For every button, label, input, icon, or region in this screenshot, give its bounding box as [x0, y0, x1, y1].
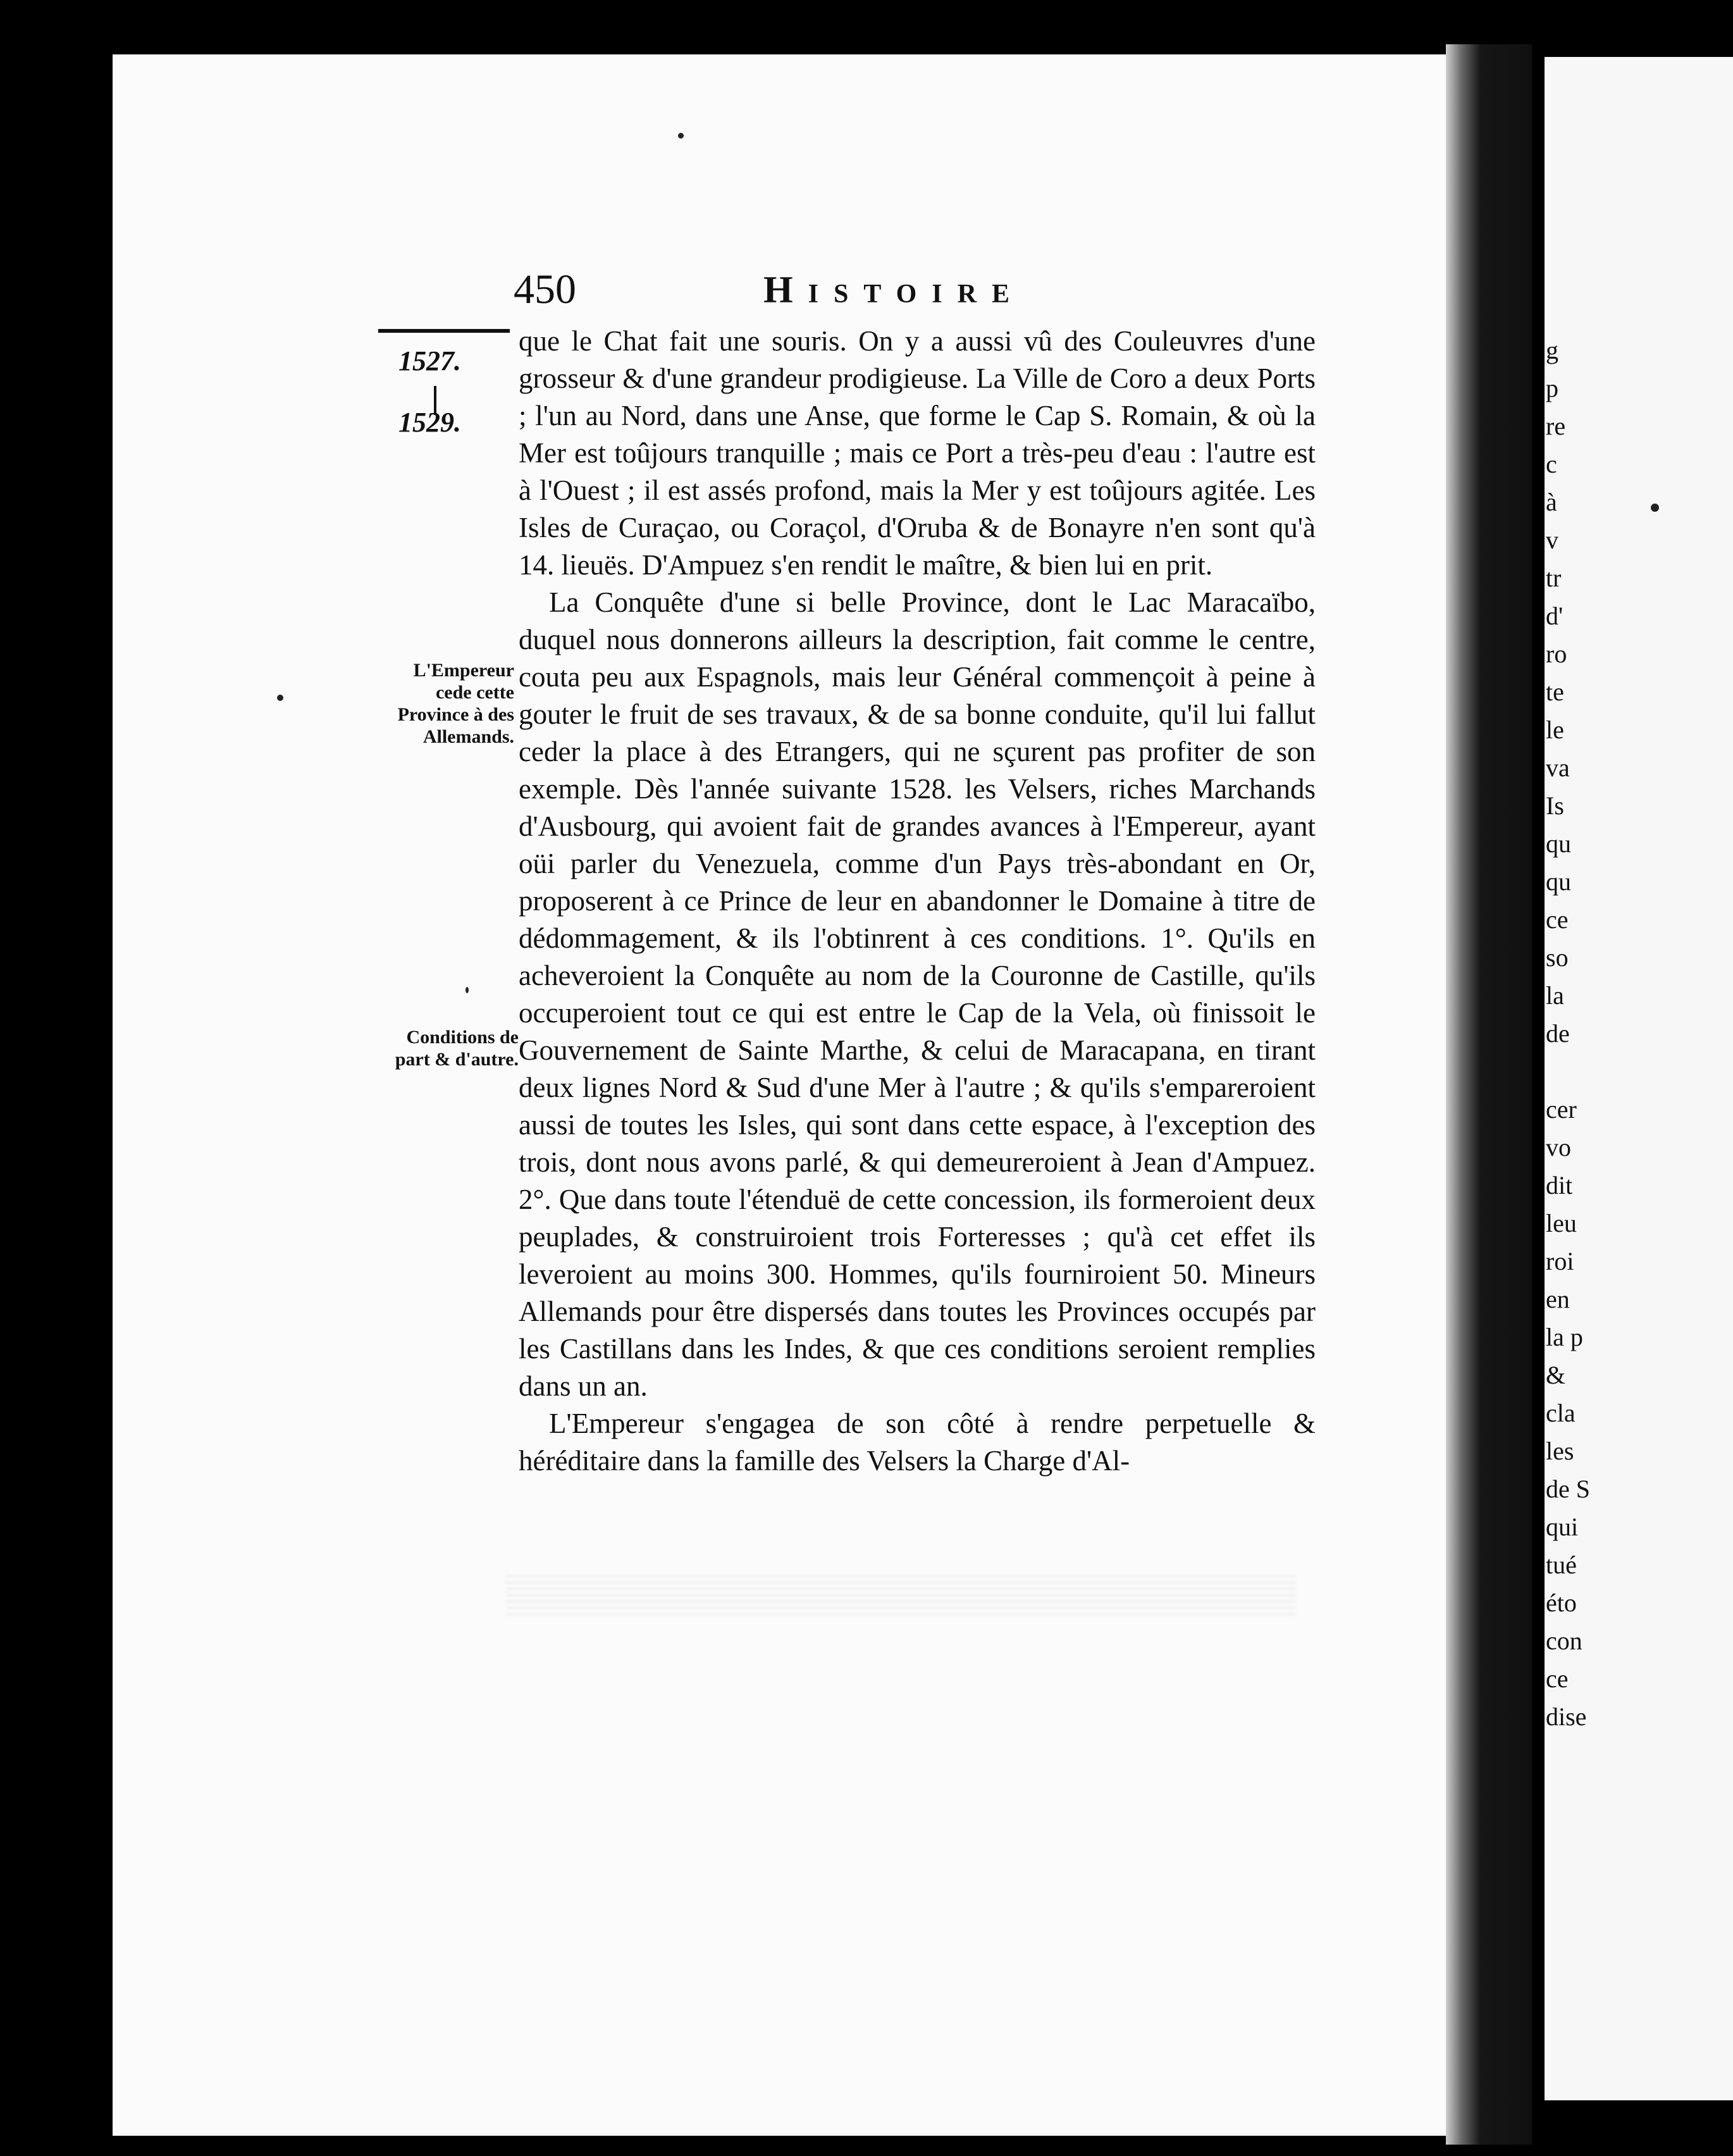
- facing-fragment: éto: [1546, 1589, 1577, 1617]
- facing-fragment: la p: [1546, 1323, 1583, 1351]
- facing-fragment: Is: [1546, 791, 1564, 820]
- facing-fragment: tr: [1546, 564, 1562, 592]
- facing-fragment: ro: [1546, 640, 1567, 668]
- body-text: [519, 323, 1316, 1480]
- facing-fragment: vo: [1546, 1133, 1571, 1162]
- ink-speck: [277, 695, 283, 701]
- facing-fragment: dit: [1546, 1171, 1573, 1199]
- year-end: 1529.: [398, 407, 461, 438]
- facing-fragment: c: [1546, 450, 1557, 478]
- facing-fragment: tué: [1546, 1551, 1577, 1579]
- facing-fragment: va: [1546, 753, 1570, 782]
- facing-fragment: de: [1546, 1019, 1570, 1048]
- facing-fragment: dise: [1546, 1702, 1587, 1731]
- facing-fragment: con: [1546, 1626, 1582, 1655]
- paragraph-2: La Conquête d'une si belle Province, dont le Lac Maracaïbo, duquel nous donnerons ailleurs la description, fait comme le centre, couta peu aux Espagnols, mais leur Général commençoit à peine à gouter le fruit de ses travaux, & de sa bonne conduite, qu'il lui fallut ceder la place à des Etrangers, qui ne sçurent pas profiter de son exemple. Dès l'année suivante 1528. les Velsers, riches Marchands d'Ausbourg, qui avoient fait de grandes avances à l'Empereur, ayant oüi parler du Venezuela, comme d'un Pays très-abondant en Or, proposerent à ce Prince de leur en abandonner le Domaine à titre de dédommagement, & ils l'obtinrent à ces conditions. 1°. Qu'ils en acheveroient la Conquête au nom de la Couronne de Castille, qu'ils occuperoient tout ce qui est entre le Cap de la Vela, où finissoit le Gouvernement de Sainte Marthe, & celui de Maracapana, en tirant deux lignes Nord & Sud d'une Mer à l'autre ; & qu'ils s'empareroient aussi de toutes les Isles, qui sont dans cette espace, à l'exception des trois, dont nous avons parlé, & qui demeureroient à Jean d'Ampuez. 2°. Que dans toute l'étenduë de cette concession, ils formeroient deux peuplades, & construiroient trois Forteresses ; qu'à cet effet ils leveroient au moins 300. Hommes, qu'ils fourniroient 50. Mineurs Allemands pour être dispersés dans toutes les Provinces occupés par les Castillans dans les Indes, & que ces conditions seroient remplies dans un an.: [519, 586, 1316, 1402]
- facing-fragment: roi: [1546, 1247, 1574, 1275]
- facing-fragment: p: [1546, 374, 1558, 402]
- paragraph-3: L'Empereur s'engagea de son côté à rendre perpetuelle & héréditaire dans la famille des Velsers la Charge d'Al-: [519, 1408, 1316, 1477]
- facing-fragment: les: [1546, 1437, 1574, 1465]
- facing-fragment: leu: [1546, 1209, 1577, 1237]
- page-title: Histoire: [763, 269, 1025, 311]
- facing-fragment: le: [1546, 716, 1564, 744]
- ink-speck: [678, 133, 684, 139]
- facing-fragment: v: [1546, 526, 1558, 554]
- ink-speck: [1651, 504, 1659, 512]
- facing-fragment: so: [1546, 943, 1569, 972]
- facing-fragment: la: [1546, 981, 1564, 1010]
- year-start: 1527.: [398, 345, 461, 376]
- facing-fragment: &: [1546, 1361, 1566, 1389]
- facing-fragment: qu: [1546, 829, 1571, 858]
- facing-fragment: à: [1546, 488, 1557, 516]
- facing-fragment: ce: [1546, 905, 1569, 934]
- facing-fragment: de S: [1546, 1475, 1590, 1503]
- margin-note-empereur: L'Empereur cede cette Province à des Allemands.: [397, 660, 514, 747]
- facing-fragment: te: [1546, 678, 1564, 706]
- facing-fragment: g: [1546, 336, 1558, 364]
- running-head: [514, 266, 1329, 323]
- paragraph-1: que le Chat fait une souris. On y a aussi vû des Couleuvres d'une grosseur & d'une grandeur prodigieuse. La Ville de Coro a deux Ports ; l'un au Nord, dans une Anse, que forme le Cap S. Romain, & où la Mer est toûjours tranquille ; mais ce Port a très-peu d'eau : l'autre est à l'Ouest ; il est assés profond, mais la Mer y est toûjours agitée. Les Isles de Curaçao, ou Coraçol, d'Oruba & de Bonayre n'en sont qu'à 14. lieuës. D'Ampuez s'en rendit le maître, & bien lui en prit.: [519, 325, 1316, 581]
- facing-fragment: ce: [1546, 1664, 1569, 1693]
- facing-fragment: cer: [1546, 1095, 1577, 1124]
- facing-fragment: cla: [1546, 1399, 1576, 1427]
- facing-fragment: qui: [1546, 1513, 1579, 1541]
- ink-speck: [466, 987, 469, 993]
- facing-fragment: en: [1546, 1285, 1570, 1313]
- page-number: 450: [514, 266, 576, 313]
- margin-note-conditions: Conditions de part & d'autre.: [395, 1027, 519, 1070]
- book-gutter: [1446, 44, 1532, 2145]
- facing-page-text: [1545, 57, 1733, 2100]
- margin-rule: [378, 329, 510, 333]
- facing-fragment: d': [1546, 602, 1563, 630]
- facing-fragment: re: [1546, 412, 1566, 440]
- facing-fragment: qu: [1546, 867, 1571, 896]
- show-through-text: [506, 1575, 1297, 1620]
